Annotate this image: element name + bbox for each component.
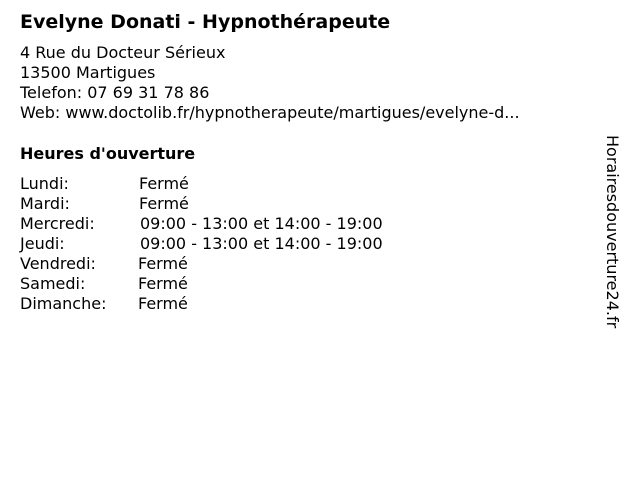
hours-value: Fermé <box>138 254 188 273</box>
day-label: Mardi: <box>20 194 70 213</box>
hours-value: Fermé <box>139 194 189 213</box>
hours-value: 09:00 - 13:00 et 14:00 - 19:00 <box>140 234 383 253</box>
day-label: Jeudi: <box>20 234 65 253</box>
day-label: Vendredi: <box>20 254 96 273</box>
day-label: Dimanche: <box>20 294 107 313</box>
hours-heading: Heures d'ouverture <box>20 144 196 163</box>
phone-number[interactable]: Telefon: 07 69 31 78 86 <box>20 83 210 102</box>
hours-value: Fermé <box>139 174 189 193</box>
day-label: Mercredi: <box>20 214 95 233</box>
address-city: 13500 Martigues <box>20 63 156 82</box>
business-title: Evelyne Donati - Hypnothérapeute <box>20 11 391 33</box>
hours-value: Fermé <box>138 274 188 293</box>
contact-info <box>20 43 520 123</box>
address-street: 4 Rue du Docteur Sérieux <box>20 43 226 62</box>
day-label: Lundi: <box>20 174 69 193</box>
site-watermark: Horairesdouverture24.fr <box>603 135 622 329</box>
day-label: Samedi: <box>20 274 86 293</box>
hours-value: Fermé <box>138 294 188 313</box>
hours-value: 09:00 - 13:00 et 14:00 - 19:00 <box>140 214 383 233</box>
website-link[interactable]: Web: www.doctolib.fr/hypnotherapeute/martigues/evelyne-d... <box>20 103 520 122</box>
